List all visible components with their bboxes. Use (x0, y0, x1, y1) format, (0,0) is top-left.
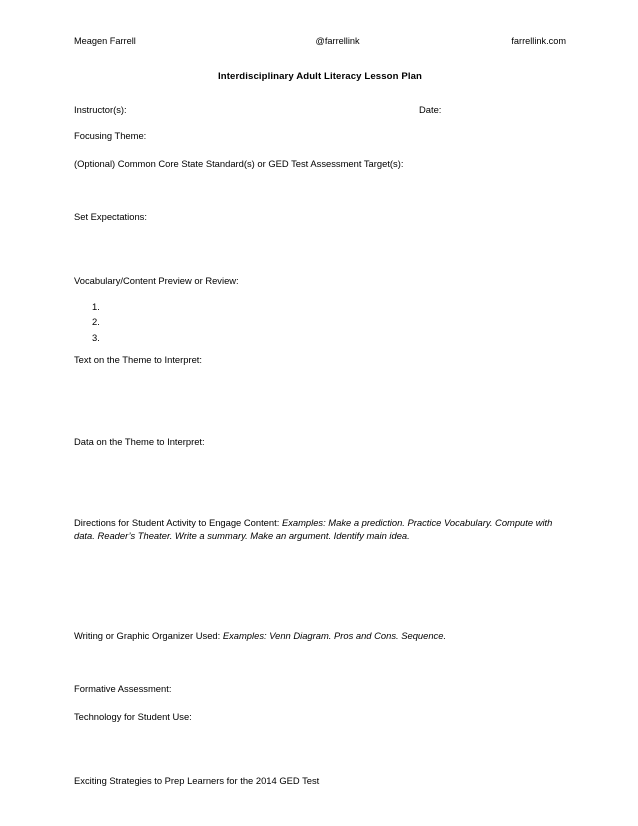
spacer-text-response (74, 382, 566, 436)
vocabulary-list (74, 302, 566, 348)
spacer-organizer-response (74, 657, 566, 683)
list-item: 2. (92, 316, 100, 328)
page-header (74, 36, 566, 47)
directions-line (74, 517, 554, 542)
spacer-directions-response (74, 558, 566, 630)
strategies-label: Exciting Strategies to Prep Learners for the 2014 GED Test (74, 774, 320, 786)
header-website: farrellink.com (511, 36, 566, 46)
set-expectations-label: Set Expectations: (74, 211, 147, 223)
header-author: Meagen Farrell (74, 36, 136, 46)
list-item: 1. (92, 300, 100, 312)
organizer-examples: Examples: Venn Diagram. Pros and Cons. Sequence. (222, 629, 447, 641)
directions-examples: Examples: Make a prediction. Practice Vocabulary. Compute with data. Reader’s Theater. Write a summary. Make an argument. Identify main idea. (74, 517, 553, 542)
standards-label: (Optional) Common Core State Standard(s) or GED Test Assessment Target(s): (74, 157, 404, 169)
document-content (74, 36, 566, 803)
focusing-theme-label: Focusing Theme: (74, 130, 147, 142)
data-to-interpret-label: Data on the Theme to Interpret: (74, 435, 205, 447)
organizer-line (74, 630, 554, 643)
directions-label: Directions for Student Activity to Engage Content: (74, 517, 282, 529)
spacer-technology-response (74, 739, 566, 775)
page-title: Interdisciplinary Adult Literacy Lesson Plan (218, 71, 422, 83)
spacer-standards (74, 185, 566, 211)
list-item: 3. (92, 331, 100, 343)
text-to-interpret-label: Text on the Theme to Interpret: (74, 354, 203, 365)
organizer-label: Writing or Graphic Organizer Used: (74, 629, 223, 641)
spacer-expectations (74, 239, 566, 275)
header-handle: @farrellink (315, 36, 360, 46)
formative-assessment-label: Formative Assessment: (74, 683, 172, 695)
technology-label: Technology for Student Use: (74, 711, 192, 723)
date-label: Date: (419, 104, 442, 116)
spacer-data-response (74, 463, 566, 517)
instructor-date-row (74, 104, 566, 115)
instructor-label: Instructor(s): (74, 104, 127, 116)
vocabulary-label: Vocabulary/Content Preview or Review: (74, 275, 239, 287)
